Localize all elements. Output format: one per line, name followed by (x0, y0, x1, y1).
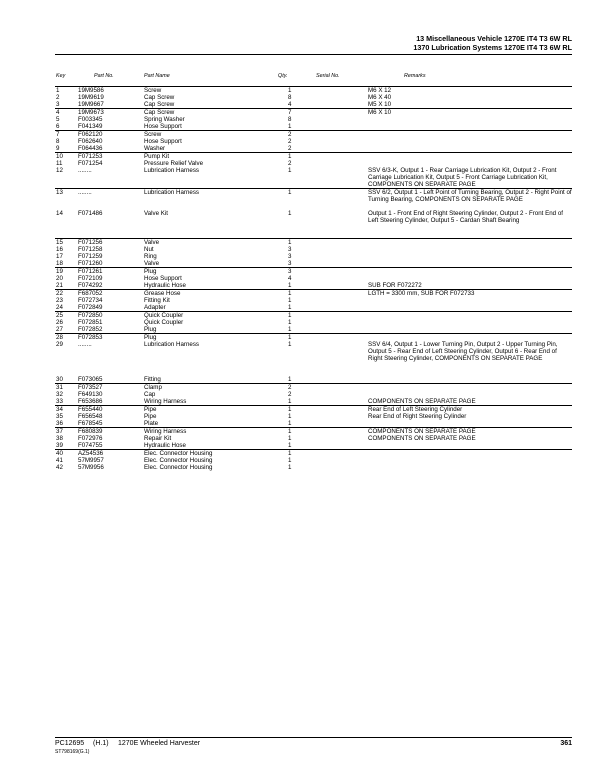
part-name-cell: Lubrication Harness (144, 341, 200, 348)
part-number-cell: F072734 (78, 297, 103, 304)
qty-cell: 1 (288, 420, 292, 427)
remarks-cell: LGTH = 3300 mm, SUB FOR F072733 (368, 290, 475, 297)
key-cell: 4 (56, 109, 60, 116)
part-number-cell: F003345 (78, 116, 103, 123)
qty-cell: 8 (288, 116, 292, 123)
table-row (55, 268, 572, 275)
qty-cell: 1 (288, 413, 292, 420)
table-row (55, 341, 572, 376)
qty-cell: 1 (288, 123, 292, 130)
table-row (55, 304, 572, 311)
part-number-cell: F655440 (78, 406, 103, 413)
remarks-cell: SSV 6/2, Output 1 - Left Point of Turning Bearing, Output 2 - Right Point of Turning Bearing, COMPONENTS ON SEPARATE PAGE (368, 189, 572, 203)
part-number-cell: F064436 (78, 145, 103, 152)
footer-rule (55, 737, 572, 738)
part-name-cell: Washer (144, 145, 166, 152)
part-name-cell: Elec. Connector Housing (144, 464, 213, 471)
key-cell: 31 (56, 384, 63, 391)
key-cell: 13 (56, 189, 63, 196)
table-row (55, 384, 572, 391)
qty-cell: 1 (288, 167, 292, 174)
table-row (55, 145, 572, 152)
qty-cell: 1 (288, 341, 292, 348)
qty-cell: 1 (288, 282, 292, 289)
table-row (55, 334, 572, 341)
key-cell: 26 (56, 319, 63, 326)
part-name-cell: Hose Support (144, 275, 182, 282)
key-cell: 15 (56, 239, 63, 246)
part-name-cell: Pressure Relief Valve (144, 160, 204, 167)
key-cell: 21 (56, 282, 63, 289)
table-row (55, 428, 572, 435)
qty-cell: 7 (288, 109, 292, 116)
row-group (55, 152, 572, 188)
key-cell: 19 (56, 268, 63, 275)
part-number-cell: F071258 (78, 246, 103, 253)
table-row (55, 167, 572, 188)
part-number-cell: ........ (78, 167, 92, 174)
key-cell: 29 (56, 341, 63, 348)
row-group (55, 427, 572, 449)
part-number-cell: F073065 (78, 376, 103, 383)
part-name-cell: Hose Support (144, 138, 182, 145)
part-number-cell: 19M9667 (78, 101, 104, 108)
remarks-cell: M5 X 10 (368, 101, 392, 108)
qty-cell: 1 (288, 450, 292, 457)
row-group (55, 311, 572, 333)
qty-cell: 2 (288, 138, 292, 145)
row-group (55, 238, 572, 267)
part-number-cell: F071256 (78, 239, 103, 246)
key-cell: 12 (56, 167, 63, 174)
qty-cell: 1 (288, 334, 292, 341)
qty-cell: 2 (288, 384, 292, 391)
table-row (55, 260, 572, 267)
qty-cell: 1 (288, 442, 292, 449)
part-number-cell: F649130 (78, 391, 103, 398)
part-number-cell: F041349 (78, 123, 103, 130)
table-row (55, 210, 572, 238)
part-number-cell: F072976 (78, 435, 103, 442)
footer-section: (H.1) (93, 740, 109, 747)
key-cell: 22 (56, 290, 63, 297)
qty-cell: 3 (288, 253, 292, 260)
part-number-cell: 19M9619 (78, 94, 104, 101)
qty-cell: 1 (288, 376, 292, 383)
part-name-cell: Valve (144, 239, 160, 246)
part-number-cell: F072851 (78, 319, 103, 326)
qty-cell: 1 (288, 189, 292, 196)
key-cell: 20 (56, 275, 63, 282)
qty-cell: 1 (288, 464, 292, 471)
qty-cell: 1 (288, 326, 292, 333)
part-number-cell: F072852 (78, 326, 103, 333)
table-row (55, 406, 572, 413)
qty-cell: 2 (288, 391, 292, 398)
row-group (55, 383, 572, 405)
column-header-part-name: Part Name (144, 73, 170, 79)
footer-page-number: 361 (560, 740, 572, 747)
part-number-cell: 57M9957 (78, 457, 104, 464)
part-name-cell: Plug (144, 268, 157, 275)
qty-cell: 1 (288, 210, 292, 217)
table-row (55, 153, 572, 160)
part-name-cell: Adapter (144, 304, 166, 311)
part-name-cell: Plug (144, 326, 157, 333)
column-header-qty: Qty. (278, 73, 288, 79)
page-header-line-1: 13 Miscellaneous Vehicle 1270E IT4 T3 6W RL (416, 34, 572, 43)
part-number-cell: 57M9956 (78, 464, 104, 471)
key-cell: 1 (56, 87, 60, 94)
qty-cell: 2 (288, 131, 292, 138)
part-number-cell: F062640 (78, 138, 103, 145)
qty-cell: 1 (288, 239, 292, 246)
key-cell: 30 (56, 376, 63, 383)
remarks-cell: M6 X 10 (368, 109, 392, 116)
remarks-cell: Rear End of Left Steering Cylinder (368, 406, 463, 413)
part-name-cell: Plate (144, 420, 159, 427)
key-cell: 3 (56, 101, 60, 108)
table-row (55, 297, 572, 304)
row-group (55, 405, 572, 427)
part-name-cell: Cap (144, 391, 156, 398)
part-number-cell: F072850 (78, 312, 103, 319)
part-number-cell: F680839 (78, 428, 103, 435)
table-row (55, 87, 572, 94)
key-cell: 25 (56, 312, 63, 319)
table-row (55, 101, 572, 108)
part-name-cell: Quick Coupler (144, 319, 184, 326)
table-row (55, 123, 572, 130)
part-name-cell: Lubrication Harness (144, 167, 200, 174)
table-row (55, 376, 572, 383)
key-cell: 35 (56, 413, 63, 420)
table-row (55, 275, 572, 282)
part-name-cell: Lubrication Harness (144, 189, 200, 196)
key-cell: 18 (56, 260, 63, 267)
part-name-cell: Repair Kit (144, 435, 172, 442)
key-cell: 8 (56, 138, 60, 145)
part-number-cell: F062120 (78, 131, 103, 138)
part-name-cell: Pipe (144, 406, 157, 413)
table-row (55, 116, 572, 123)
qty-cell: 8 (288, 94, 292, 101)
qty-cell: 1 (288, 406, 292, 413)
key-cell: 6 (56, 123, 60, 130)
key-cell: 39 (56, 442, 63, 449)
key-cell: 37 (56, 428, 63, 435)
part-name-cell: Grease Hose (144, 290, 181, 297)
part-name-cell: Elec. Connector Housing (144, 450, 213, 457)
part-number-cell: ........ (78, 341, 92, 348)
table-row (55, 312, 572, 319)
remarks-cell: M6 X 40 (368, 94, 392, 101)
key-cell: 7 (56, 131, 60, 138)
part-name-cell: Valve Kit (144, 210, 168, 217)
key-cell: 36 (56, 420, 63, 427)
row-group (55, 333, 572, 383)
table-row (55, 109, 572, 116)
qty-cell: 2 (288, 145, 292, 152)
key-cell: 27 (56, 326, 63, 333)
part-name-cell: Wiring Harness (144, 398, 187, 405)
table-row (55, 435, 572, 442)
remarks-cell: SUB FOR F072272 (368, 282, 422, 289)
key-cell: 34 (56, 406, 63, 413)
part-number-cell: F653686 (78, 398, 103, 405)
part-number-cell: ........ (78, 189, 92, 196)
part-number-cell: F073527 (78, 384, 103, 391)
key-cell: 24 (56, 304, 63, 311)
remarks-cell: Rear End of Right Steering Cylinder (368, 413, 467, 420)
part-name-cell: Nut (144, 246, 154, 253)
key-cell: 33 (56, 398, 63, 405)
part-number-cell: F072853 (78, 334, 103, 341)
key-cell: 32 (56, 391, 63, 398)
part-name-cell: Spring Washer (144, 116, 185, 123)
part-number-cell: 19M9586 (78, 87, 104, 94)
part-name-cell: Elec. Connector Housing (144, 457, 213, 464)
part-name-cell: Plug (144, 334, 157, 341)
footer-doc-number: PC12695 (55, 740, 85, 747)
part-name-cell: Cap Screw (144, 109, 175, 116)
qty-cell: 4 (288, 275, 292, 282)
table-row (55, 131, 572, 138)
remarks-cell: SSV 6/4, Output 1 - Lower Turning Pin, Output 2 - Upper Turning Pin, Output 5 - Rear End of Left Steering Cylinder, Output 6 - Rear End of Right Steering Cylinder, COMPONENTS ON SEPARATE PAGE (368, 341, 558, 362)
table-row (55, 457, 572, 464)
part-name-cell: Pipe (144, 413, 157, 420)
key-cell: 14 (56, 210, 63, 217)
row-group (55, 188, 572, 238)
parts-table (55, 86, 572, 471)
part-number-cell: F072109 (78, 275, 103, 282)
part-number-cell: F074755 (78, 442, 103, 449)
part-name-cell: Fitting (144, 376, 161, 383)
row-group (55, 130, 572, 152)
part-name-cell: Fitting Kit (144, 297, 170, 304)
key-cell: 17 (56, 253, 63, 260)
column-header-remarks: Remarks (404, 73, 426, 79)
part-name-cell: Ring (144, 253, 157, 260)
part-number-cell: F687052 (78, 290, 103, 297)
qty-cell: 1 (288, 297, 292, 304)
column-header-key: Key (56, 73, 66, 79)
part-name-cell: Quick Coupler (144, 312, 184, 319)
part-number-cell: F071486 (78, 210, 103, 217)
part-number-cell: F071254 (78, 160, 103, 167)
part-number-cell: F071261 (78, 268, 103, 275)
table-row (55, 160, 572, 167)
remarks-cell: SSV 6/3-K, Output 1 - Rear Carriage Lubrication Kit, Output 2 - Front Carriage Lubrication Kit, Output 5 - Front Carriage Lubrication Kit, COMPONENTS ON SEPARATE PAGE (368, 167, 557, 188)
qty-cell: 1 (288, 319, 292, 326)
part-number-cell: AZ54536 (78, 450, 104, 457)
remarks-cell: Output 1 - Front End of Right Steering Cylinder, Output 2 - Front End of Left Steering Cylinder, Output 5 - Cardan Shaft Bearing (368, 210, 564, 224)
key-cell: 42 (56, 464, 63, 471)
part-name-cell: Hose Support (144, 123, 182, 130)
key-cell: 5 (56, 116, 60, 123)
remarks-cell: COMPONENTS ON SEPARATE PAGE (368, 428, 476, 435)
table-row (55, 450, 572, 457)
row-group (55, 86, 572, 108)
part-number-cell: F072849 (78, 304, 103, 311)
part-name-cell: Hydraulic Hose (144, 282, 186, 289)
key-cell: 11 (56, 160, 63, 167)
table-row (55, 326, 572, 333)
part-number-cell: F071259 (78, 253, 103, 260)
qty-cell: 1 (288, 428, 292, 435)
qty-cell: 2 (288, 160, 292, 167)
footer-model: 1270E Wheeled Harvester (118, 740, 201, 747)
table-row (55, 239, 572, 246)
table-row (55, 138, 572, 145)
part-number-cell: F678545 (78, 420, 103, 427)
row-group (55, 289, 572, 311)
table-row (55, 442, 572, 449)
column-header-part-no: Part No. (94, 73, 114, 79)
table-row (55, 420, 572, 427)
key-cell: 28 (56, 334, 63, 341)
key-cell: 23 (56, 297, 63, 304)
key-cell: 10 (56, 153, 63, 160)
column-header-serial-no: Serial No. (316, 73, 340, 79)
qty-cell: 1 (288, 398, 292, 405)
table-row (55, 319, 572, 326)
row-group (55, 267, 572, 289)
remarks-cell: M6 X 12 (368, 87, 392, 94)
table-row (55, 246, 572, 253)
part-number-cell: F656548 (78, 413, 103, 420)
key-cell: 40 (56, 450, 63, 457)
table-row (55, 391, 572, 398)
part-number-cell: F071260 (78, 260, 103, 267)
qty-cell: 1 (288, 457, 292, 464)
part-name-cell: Cap Screw (144, 94, 175, 101)
qty-cell: 1 (288, 435, 292, 442)
table-row (55, 189, 572, 210)
qty-cell: 3 (288, 268, 292, 275)
table-row (55, 464, 572, 471)
row-group (55, 108, 572, 130)
table-row (55, 253, 572, 260)
table-row (55, 290, 572, 297)
qty-cell: 3 (288, 246, 292, 253)
qty-cell: 1 (288, 290, 292, 297)
part-name-cell: Valve (144, 260, 160, 267)
part-number-cell: F074292 (78, 282, 103, 289)
key-cell: 41 (56, 457, 63, 464)
part-name-cell: Wiring Harness (144, 428, 187, 435)
part-name-cell: Cap Screw (144, 101, 175, 108)
qty-cell: 4 (288, 101, 292, 108)
qty-cell: 1 (288, 87, 292, 94)
part-number-cell: F071253 (78, 153, 103, 160)
key-cell: 9 (56, 145, 60, 152)
footer-code: ST798169(G.1) (55, 749, 90, 755)
table-row (55, 282, 572, 289)
part-number-cell: 19M9673 (78, 109, 104, 116)
remarks-cell: COMPONENTS ON SEPARATE PAGE (368, 435, 476, 442)
part-name-cell: Screw (144, 87, 162, 94)
part-name-cell: Screw (144, 131, 162, 138)
header-rule (55, 54, 572, 55)
page-header-line-2: 1370 Lubrication Systems 1270E IT4 T3 6W RL (413, 43, 572, 52)
key-cell: 38 (56, 435, 63, 442)
key-cell: 16 (56, 246, 63, 253)
qty-cell: 1 (288, 153, 292, 160)
table-row (55, 413, 572, 420)
part-name-cell: Pump Kit (144, 153, 170, 160)
table-row (55, 398, 572, 405)
table-row (55, 94, 572, 101)
qty-cell: 1 (288, 312, 292, 319)
key-cell: 2 (56, 94, 60, 101)
row-group (55, 449, 572, 471)
part-name-cell: Hydraulic Hose (144, 442, 186, 449)
qty-cell: 1 (288, 304, 292, 311)
qty-cell: 3 (288, 260, 292, 267)
remarks-cell: COMPONENTS ON SEPARATE PAGE (368, 398, 476, 405)
part-name-cell: Clamp (144, 384, 162, 391)
